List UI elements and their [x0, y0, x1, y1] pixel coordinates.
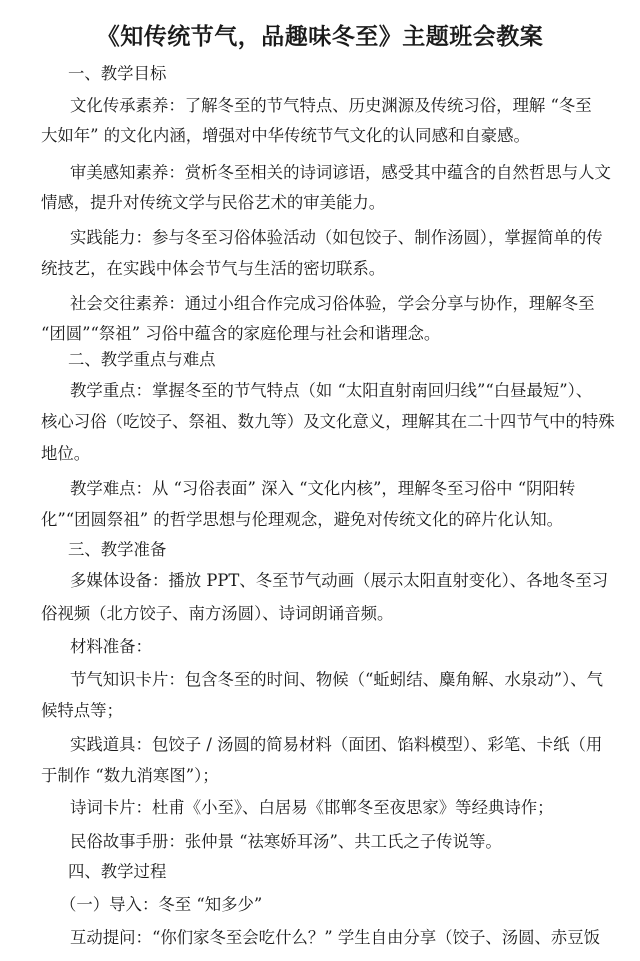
- paragraph-line: 教学重点：掌握冬至的节气特点（如 “太阳直射南回归线”“白昼最短”）、: [70, 381, 593, 400]
- section-heading-objectives: 一、教学目标: [68, 64, 167, 83]
- paragraph-line: 地位。: [41, 444, 91, 463]
- paragraph-line: 情感，提升对传统文学与民俗艺术的审美能力。: [41, 193, 386, 212]
- sub-heading-introduction: （一）导入：冬至 “知多少”: [60, 895, 263, 914]
- section-heading-key-points: 二、教学重点与难点: [68, 350, 216, 369]
- paragraph-line: 材料准备：: [70, 637, 152, 656]
- paragraph-line: 大如年” 的文化内涵，增强对中华传统节气文化的认同感和自豪感。: [41, 126, 530, 145]
- paragraph-line: 核心习俗（吃饺子、祭祖、数九等）及文化意义，理解其在二十四节气中的特殊: [41, 412, 615, 431]
- paragraph-line: 互动提问：“你们家冬至会吃什么？” 学生自由分享（饺子、汤圆、赤豆饭: [70, 928, 601, 947]
- paragraph-line: 候特点等；: [41, 701, 123, 720]
- paragraph-line: 俗视频（北方饺子、南方汤圆）、诗词朗诵音频。: [41, 604, 394, 623]
- paragraph-line: 社会交往素养：通过小组合作完成习俗体验，学会分享与协作，理解冬至: [70, 294, 595, 313]
- document-title: 《知传统节气，品趣味冬至》主题班会教案: [96, 24, 544, 50]
- paragraph-line: 化”“团圆祭祖” 的哲学思想与伦理观念，避免对传统文化的碎片化认知。: [41, 510, 564, 529]
- paragraph-line: 节气知识卡片：包含冬至的时间、物候（“蚯蚓结、麋角解、水泉动”）、气: [70, 670, 604, 689]
- paragraph-line: 文化传承素养：了解冬至的节气特点、历史渊源及传统习俗，理解 “冬至: [70, 96, 592, 115]
- paragraph-line: 教学难点：从 “习俗表面” 深入 “文化内核”，理解冬至习俗中 “阴阳转: [70, 479, 576, 498]
- paragraph-line: 实践道具：包饺子 / 汤圆的简易材料（面团、馅料模型）、彩笔、卡纸（用: [70, 735, 603, 754]
- paragraph-line: 统技艺，在实践中体会节气与生活的密切联系。: [41, 259, 386, 278]
- paragraph-line: “团圆”“祭祖” 习俗中蕴含的家庭伦理与社会和谐理念。: [41, 324, 441, 343]
- paragraph-line: 审美感知素养：赏析冬至相关的诗词谚语，感受其中蕴含的自然哲思与人文: [70, 163, 611, 182]
- paragraph-line: 多媒体设备：播放 PPT、冬至节气动画（展示太阳直射变化）、各地冬至习: [70, 571, 609, 590]
- section-heading-process: 四、教学过程: [68, 862, 167, 881]
- section-heading-preparation: 三、教学准备: [68, 540, 167, 559]
- paragraph-line: 于制作 “数九消寒图”）；: [41, 766, 219, 785]
- paragraph-line: 民俗故事手册：张仲景 “祛寒娇耳汤”、共工氏之子传说等。: [70, 832, 502, 851]
- paragraph-line: 实践能力：参与冬至习俗体验活动（如包饺子、制作汤圆），掌握简单的传: [70, 228, 603, 247]
- paragraph-line: 诗词卡片：杜甫《小至》、白居易《邯郸冬至夜思家》等经典诗作；: [70, 798, 554, 817]
